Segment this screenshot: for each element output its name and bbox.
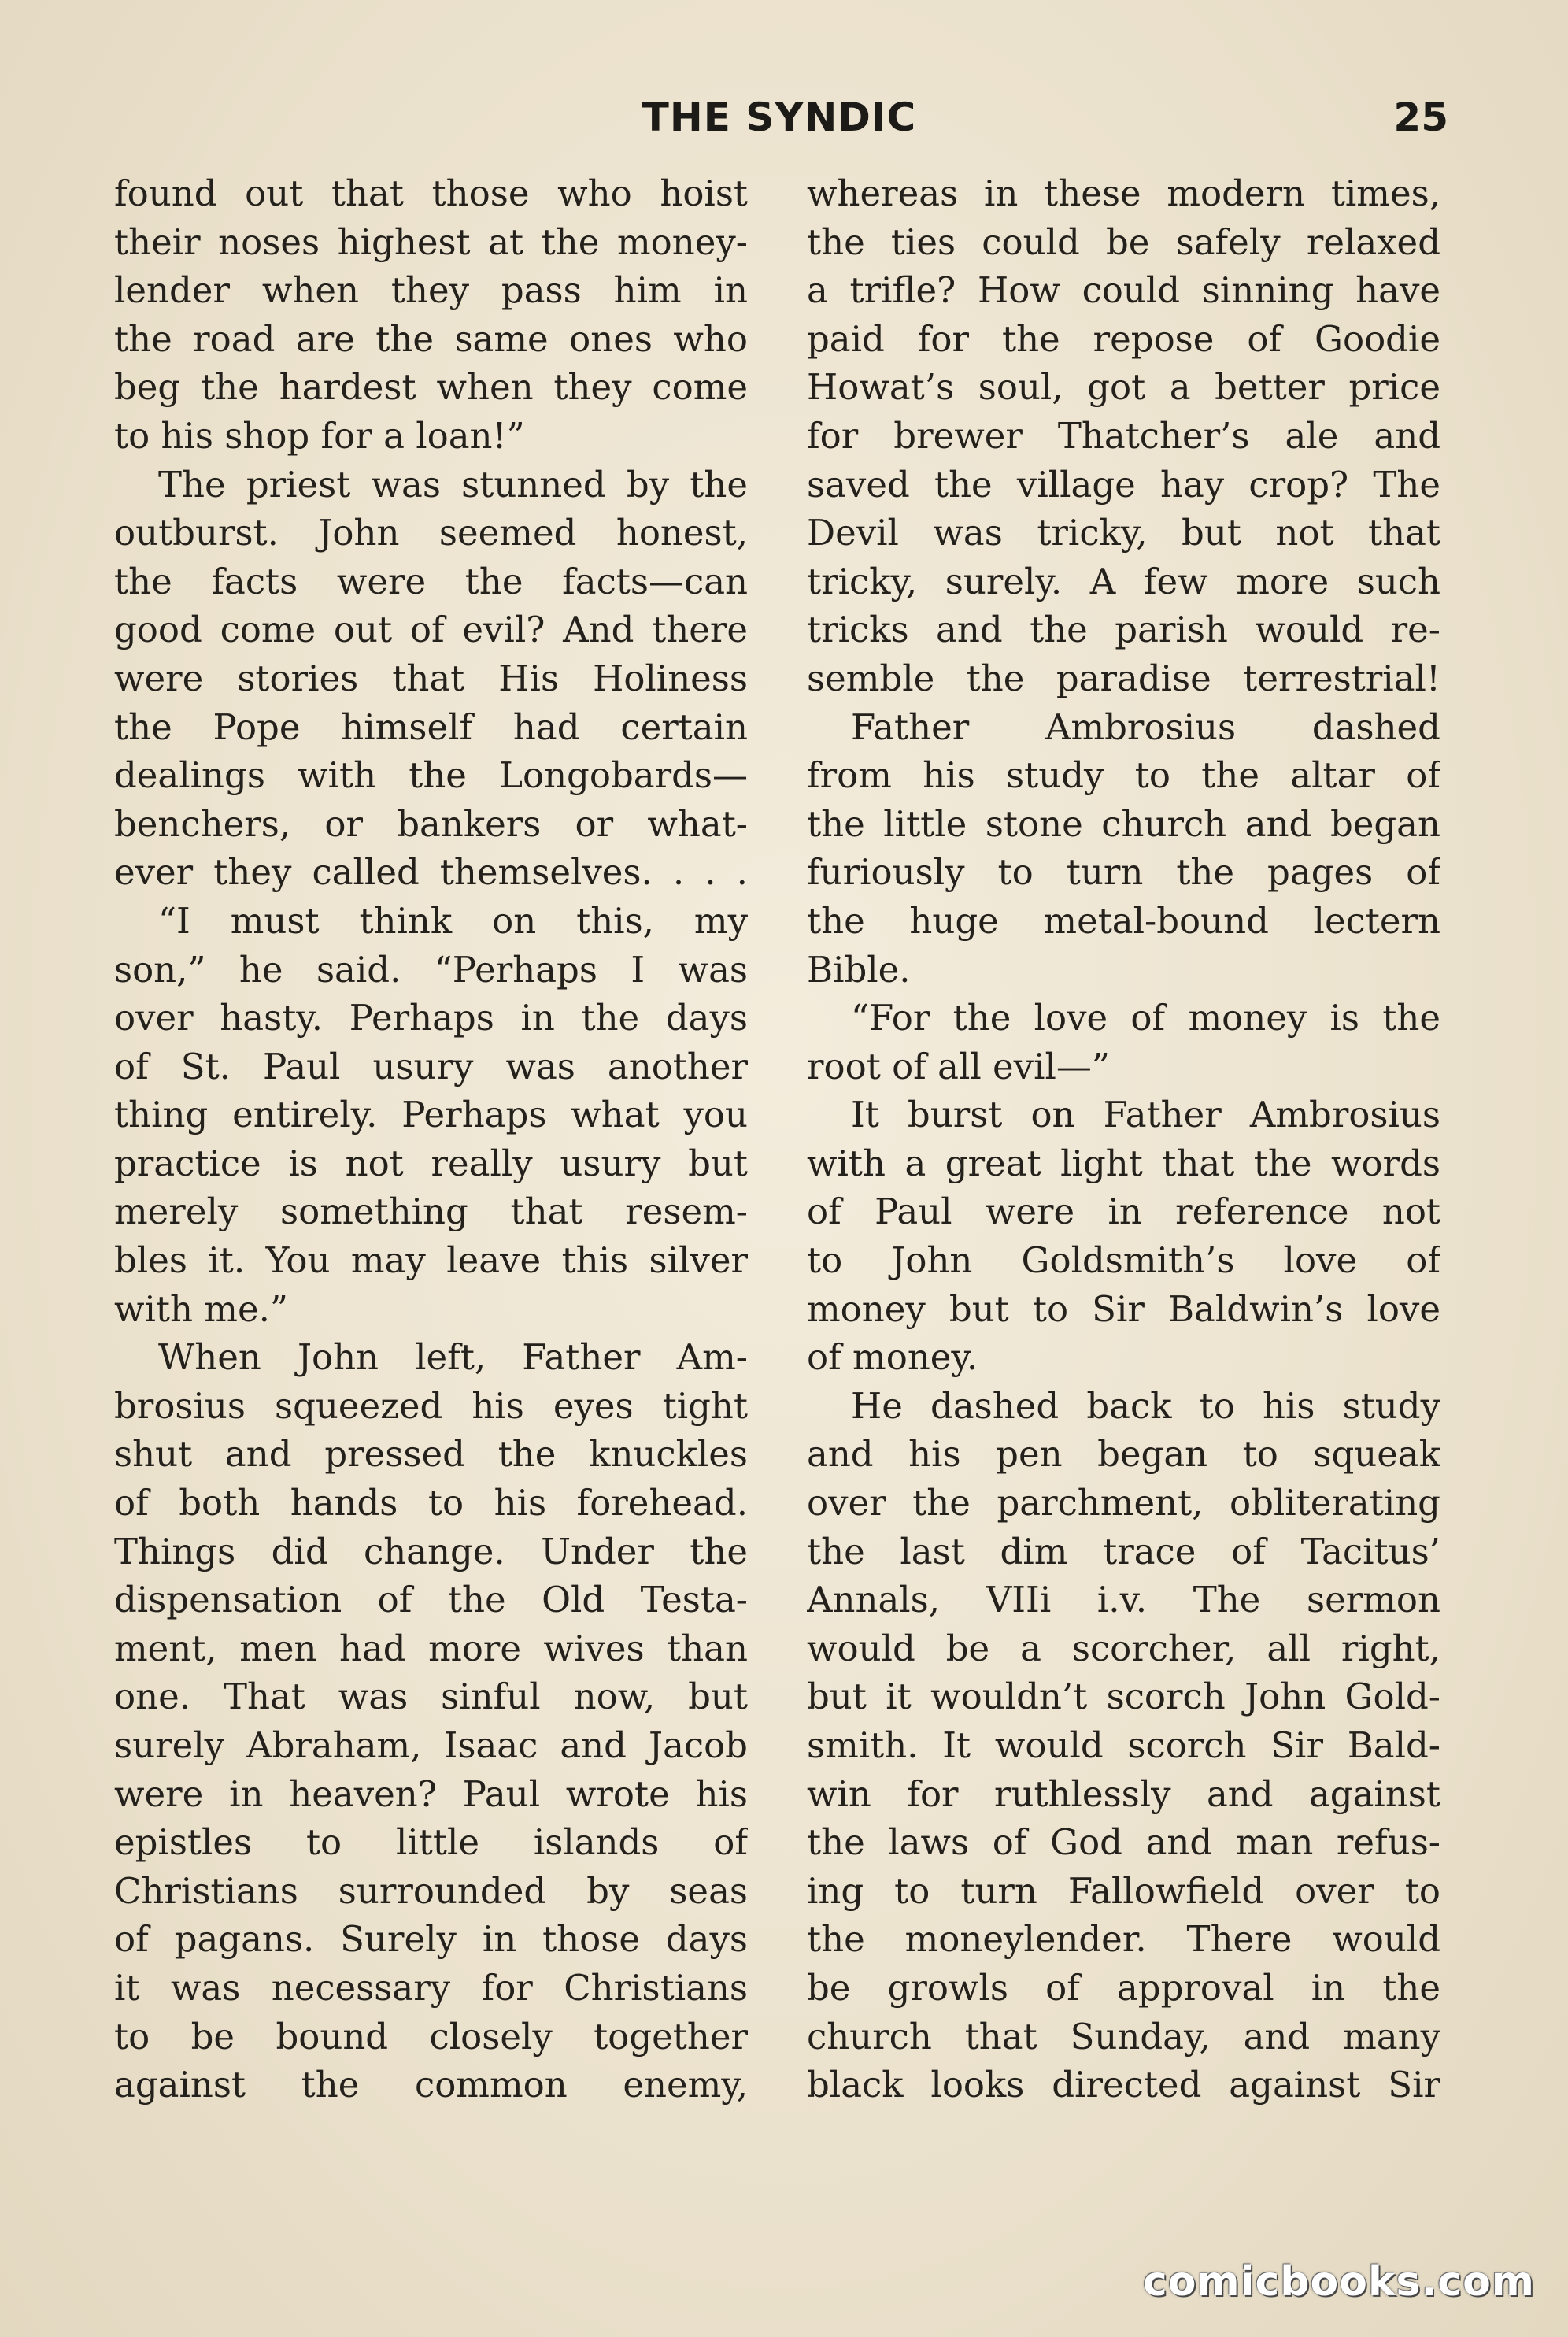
text-line: were in heaven? Paul wrote his xyxy=(114,1772,748,1815)
text-line: son,” he said. “Perhaps I was xyxy=(114,948,748,991)
text-line: Annals, VIIi i.v. The sermon xyxy=(807,1579,1440,1621)
text-line: of Paul were in reference not xyxy=(807,1191,1440,1233)
text-line: smith. It would scorch Sir Bald- xyxy=(807,1724,1440,1766)
text-line: with me.” xyxy=(114,1287,288,1330)
text-line: of both hands to his forehead. xyxy=(114,1482,748,1524)
text-line: tricky, surely. A few more such xyxy=(807,560,1440,602)
text-line: it was necessary for Christians xyxy=(114,1966,748,2009)
text-line: the ties could be safely relaxed xyxy=(807,220,1440,263)
text-line: the huge metal-bound lectern xyxy=(807,899,1440,942)
text-line: with a great light that the words xyxy=(807,1142,1440,1184)
text-line: surely Abraham, Isaac and Jacob xyxy=(114,1724,748,1766)
text-line: Father Ambrosius dashed xyxy=(851,706,1440,748)
text-line: dispensation of the Old Testa- xyxy=(114,1579,748,1621)
text-line: and his pen began to squeak xyxy=(807,1433,1440,1476)
text-line: to John Goldsmith’s love of xyxy=(807,1239,1440,1282)
text-line: found out that those who hoist xyxy=(114,172,748,214)
text-line: ment, men had more wives than xyxy=(114,1627,748,1669)
text-line: furiously to turn the pages of xyxy=(807,851,1440,894)
text-line: of pagans. Surely in those days xyxy=(114,1918,748,1961)
text-line: Things did change. Under the xyxy=(114,1530,748,1572)
text-line: from his study to the altar of xyxy=(807,754,1440,797)
text-line: When John left, Father Am- xyxy=(158,1336,748,1379)
text-line: Bible. xyxy=(807,948,911,991)
watermark-logo: comicbooks.com xyxy=(1142,2258,1535,2306)
text-line: the moneylender. There would xyxy=(807,1918,1440,1961)
text-line: the little stone church and began xyxy=(807,802,1440,845)
text-line: Christians surrounded by seas xyxy=(114,1869,748,1912)
text-line: be growls of approval in the xyxy=(807,1966,1440,2009)
text-line: merely something that resem- xyxy=(114,1191,748,1233)
text-line: “I must think on this, my xyxy=(158,899,748,942)
text-line: lender when they pass him in xyxy=(114,269,748,312)
text-line: were stories that His Holiness xyxy=(114,657,748,699)
text-line: would be a scorcher, all right, xyxy=(807,1627,1440,1669)
text-line: the last dim trace of Tacitus’ xyxy=(807,1530,1440,1572)
text-line: money but to Sir Baldwin’s love xyxy=(807,1287,1440,1330)
text-line: dealings with the Longobards— xyxy=(114,754,748,797)
text-line: paid for the repose of Goodie xyxy=(807,317,1440,360)
text-column-left xyxy=(114,169,748,2109)
text-line: tricks and the parish would re- xyxy=(807,609,1440,651)
text-line: for brewer Thatcher’s ale and xyxy=(807,414,1440,457)
text-line: over hasty. Perhaps in the days xyxy=(114,997,748,1039)
text-line: black looks directed against Sir xyxy=(807,2064,1440,2106)
text-line: ever they called themselves. . . . xyxy=(114,851,748,894)
text-line: The priest was stunned by the xyxy=(158,463,748,506)
text-line: the road are the same ones who xyxy=(114,317,748,360)
text-line: whereas in these modern times, xyxy=(807,172,1440,214)
text-line: over the parchment, obliterating xyxy=(807,1482,1440,1524)
text-line: to his shop for a loan!” xyxy=(114,414,525,457)
text-line: Howat’s soul, got a better price xyxy=(807,366,1440,409)
text-line: one. That was sinful now, but xyxy=(114,1676,748,1718)
text-line: epistles to little islands of xyxy=(114,1821,748,1864)
text-line: bles it. You may leave this silver xyxy=(114,1239,748,1282)
text-line: He dashed back to his study xyxy=(851,1384,1440,1427)
text-line: brosius squeezed his eyes tight xyxy=(114,1384,748,1427)
text-line: benchers, or bankers or what- xyxy=(114,802,748,845)
text-line: the Pope himself had certain xyxy=(114,706,748,748)
text-line: “For the love of money is the xyxy=(851,997,1440,1039)
text-line: to be bound closely together xyxy=(114,2015,748,2057)
text-line: of money. xyxy=(807,1336,978,1379)
text-line: ing to turn Fallowfield over to xyxy=(807,1869,1440,1912)
text-line: their noses highest at the money- xyxy=(114,220,748,263)
text-column-right xyxy=(807,169,1440,2109)
text-line: good come out of evil? And there xyxy=(114,609,748,651)
text-line: beg the hardest when they come xyxy=(114,366,748,409)
text-line: semble the paradise terrestrial! xyxy=(807,657,1440,699)
text-line: practice is not really usury but xyxy=(114,1142,748,1184)
text-line: the facts were the facts—can xyxy=(114,560,748,602)
text-line: thing entirely. Perhaps what you xyxy=(114,1094,748,1136)
text-line: a trifle? How could sinning have xyxy=(807,269,1440,312)
text-line: Devil was tricky, but not that xyxy=(807,512,1440,554)
text-line: shut and pressed the knuckles xyxy=(114,1433,748,1476)
text-line: It burst on Father Ambrosius xyxy=(851,1094,1440,1136)
page-title: THE SYNDIC xyxy=(642,94,917,140)
text-line: outburst. John seemed honest, xyxy=(114,512,748,554)
text-line: of St. Paul usury was another xyxy=(114,1045,748,1087)
text-line: the laws of God and man refus- xyxy=(807,1821,1440,1864)
text-line: against the common enemy, xyxy=(114,2064,748,2106)
text-line: but it wouldn’t scorch John Gold- xyxy=(807,1676,1440,1718)
text-line: win for ruthlessly and against xyxy=(807,1772,1440,1815)
running-header xyxy=(110,94,1448,157)
page-number: 25 xyxy=(1393,94,1448,140)
text-line: church that Sunday, and many xyxy=(807,2015,1440,2057)
text-line: saved the village hay crop? The xyxy=(807,463,1440,506)
text-line: root of all evil—” xyxy=(807,1045,1110,1087)
